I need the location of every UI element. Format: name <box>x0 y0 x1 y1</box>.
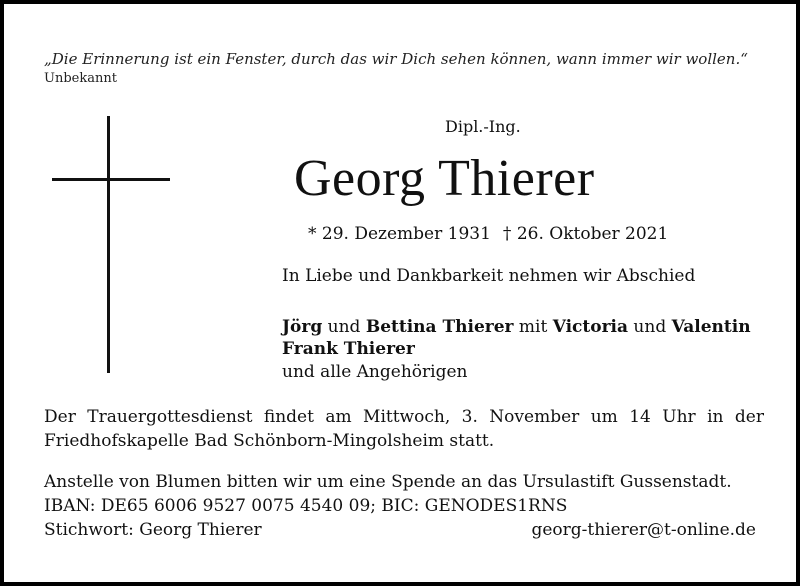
contact-email[interactable]: georg-thierer@t-online.de <box>531 520 756 540</box>
family-name-victoria: Victoria <box>552 317 629 337</box>
farewell-line: In Liebe und Dankbarkeit nehmen wir Abschied <box>282 266 696 286</box>
cross-vertical-bar <box>107 116 110 373</box>
donation-keyword: Stichwort: Georg Thierer <box>44 520 262 540</box>
family-line-3: und alle Angehörigen <box>282 362 468 382</box>
birth-date: * 29. Dezember 1931 <box>308 224 491 244</box>
family-line-2 <box>282 339 415 359</box>
family-line-1 <box>282 317 751 337</box>
quote-source: Unbekannt <box>44 71 117 86</box>
family-name-valentin: Valentin <box>671 317 751 337</box>
family-name-bettina: Bettina Thierer <box>365 317 514 337</box>
family-name-joerg: Jörg <box>282 317 323 337</box>
family-name-frank: Frank Thierer <box>282 339 415 359</box>
donation-line: Anstelle von Blumen bitten wir um eine Spende an das Ursulastift Gussenstadt. <box>44 472 732 492</box>
death-date: † 26. Oktober 2021 <box>502 224 669 244</box>
family-conjunction: und <box>322 317 366 337</box>
bank-details: IBAN: DE65 6006 9527 0075 4540 09; BIC: GENODES1RNS <box>44 496 568 516</box>
academic-title: Dipl.-Ing. <box>445 117 521 136</box>
family-conjunction: und <box>628 317 672 337</box>
service-announcement: Der Trauergottesdienst findet am Mittwoch, 3. November um 14 Uhr in der Friedhofskapelle Bad Schönborn-Mingolsheim statt. <box>44 407 764 451</box>
cross-horizontal-bar <box>52 178 170 181</box>
deceased-name: Georg Thierer <box>294 150 595 207</box>
life-dates <box>308 224 668 244</box>
family-conjunction: mit <box>513 317 553 337</box>
quote-text: „Die Erinnerung ist ein Fenster, durch das wir Dich sehen können, wann immer wir wollen.“ <box>44 50 748 68</box>
